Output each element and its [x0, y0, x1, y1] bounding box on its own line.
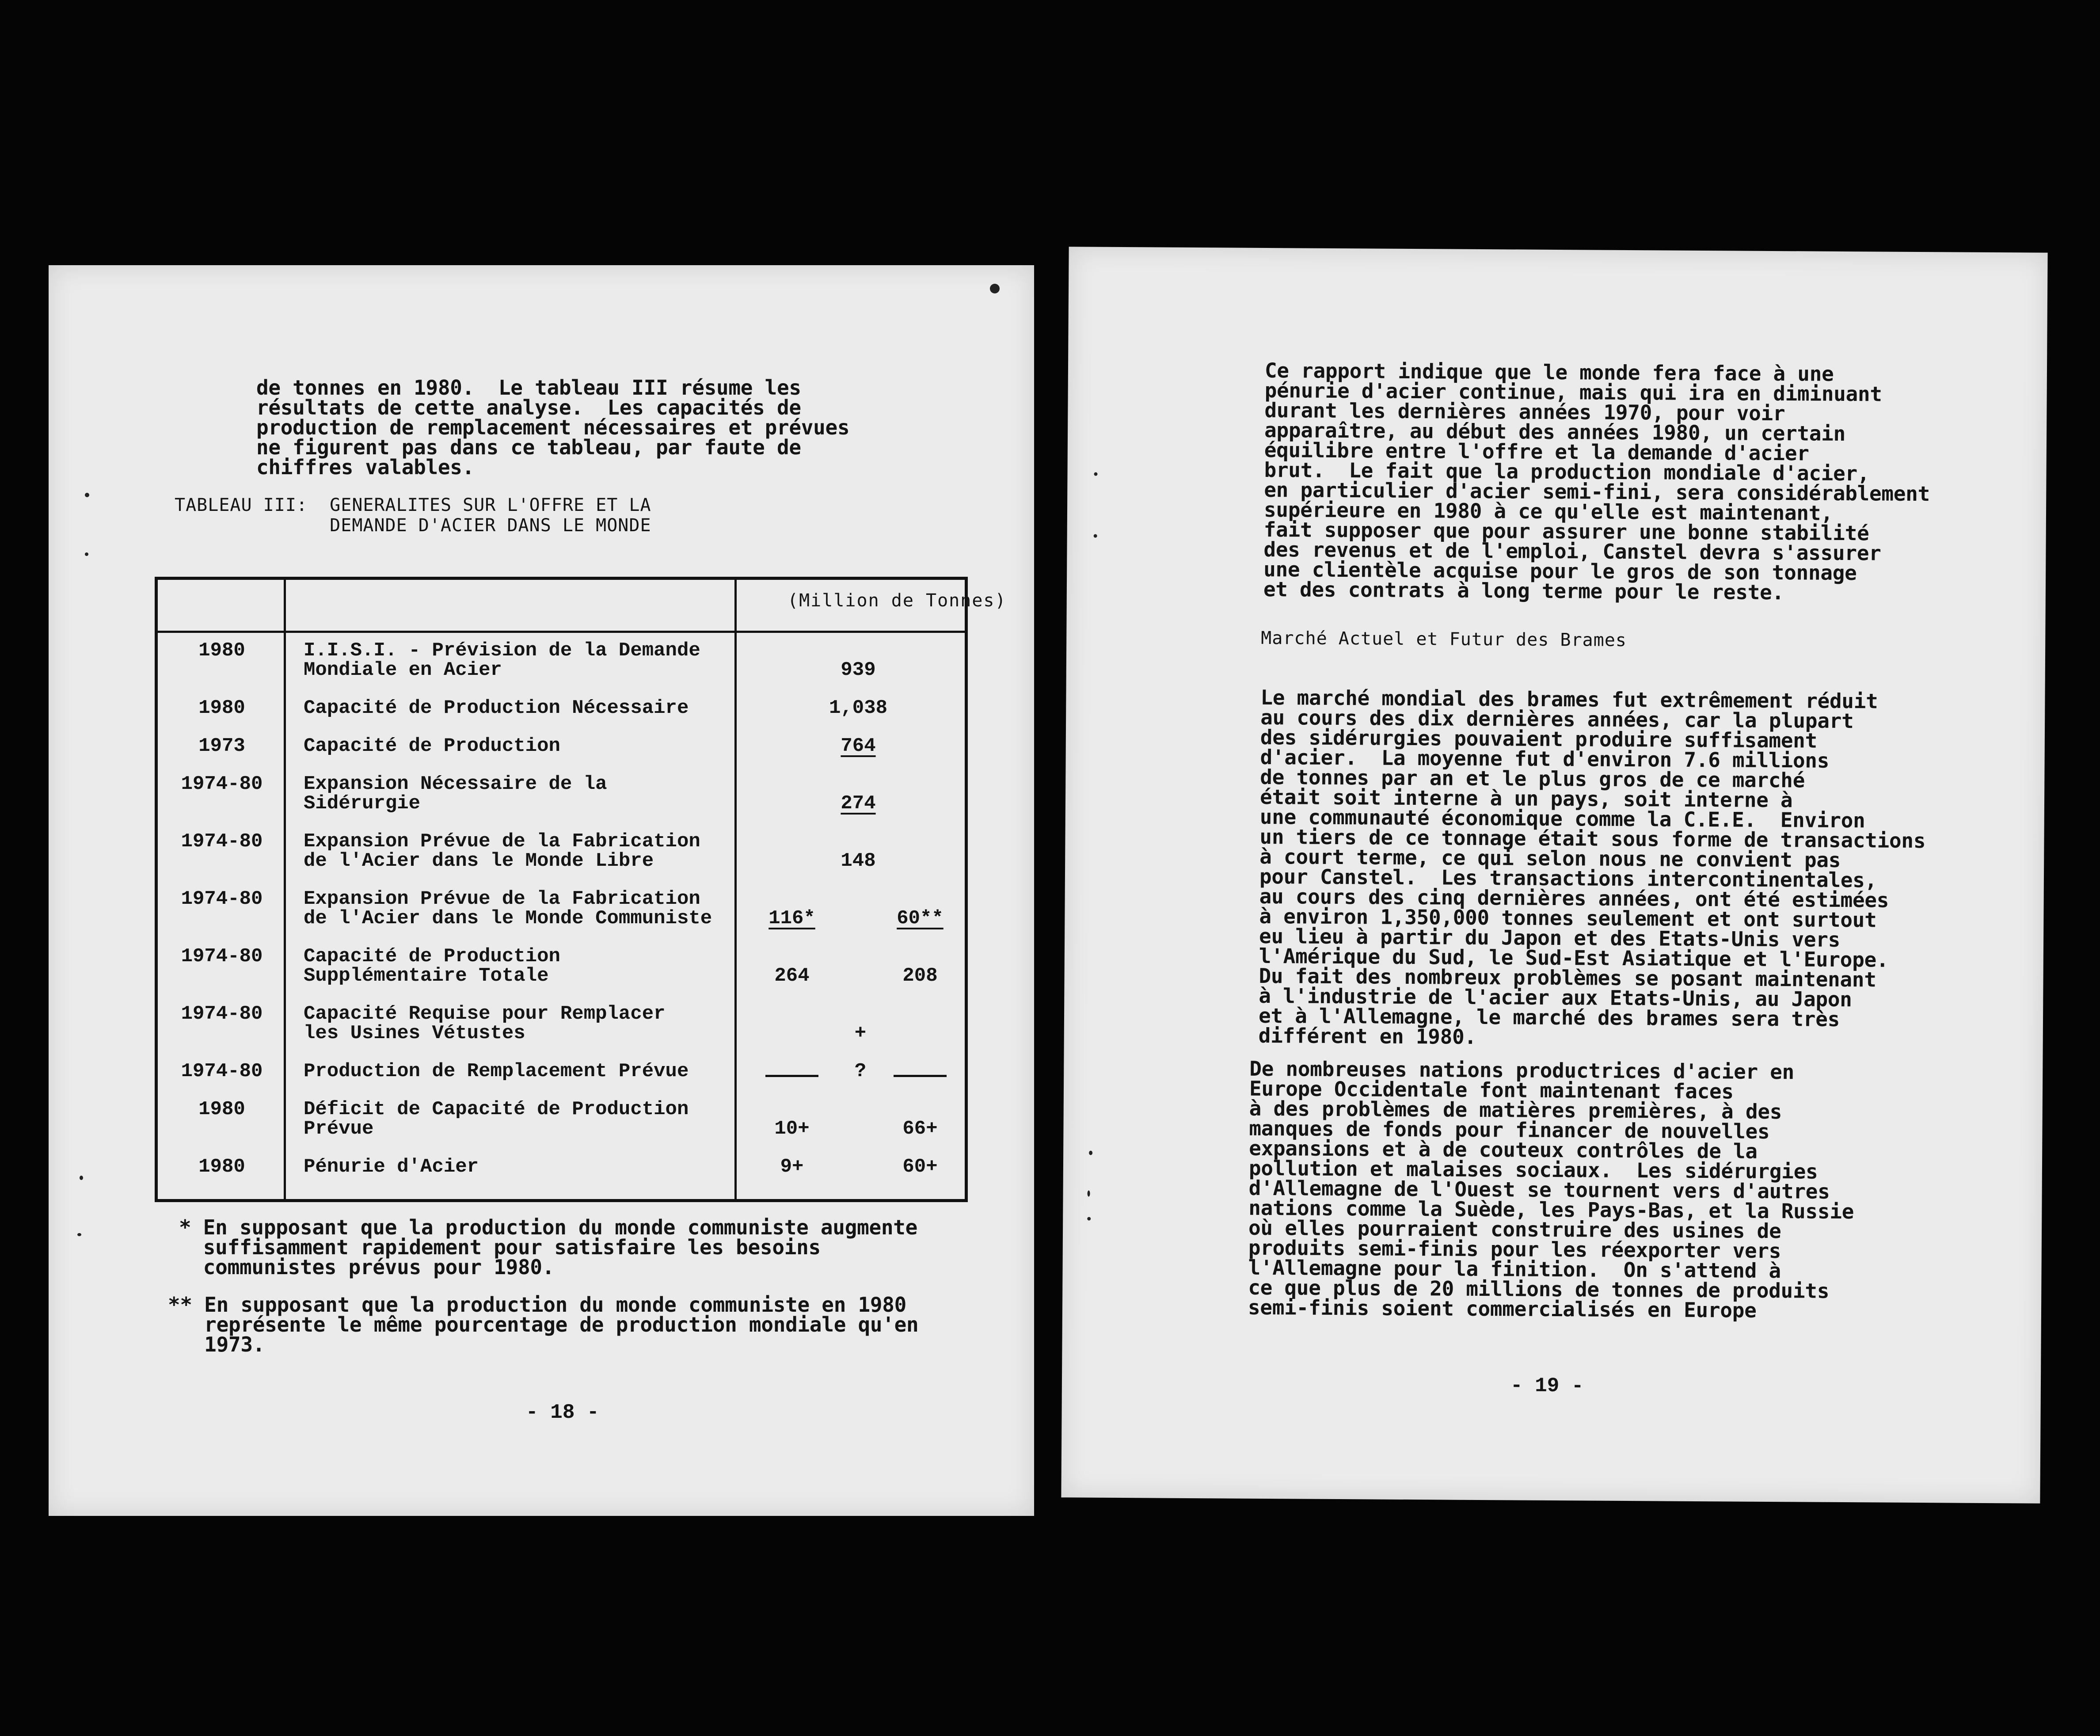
page-number: - 18 -: [526, 1401, 599, 1424]
speck: [990, 284, 1000, 293]
speck: [1094, 472, 1097, 476]
speck: [85, 552, 88, 556]
table-title: TABLEAU III: GENERALITES SUR L'OFFRE ET LA DEMANDE D'ACIER DANS LE MONDE: [175, 495, 651, 536]
footnote-2: ** En supposant que la production du monde communiste en 1980 représente le même pourcentage de production mondiale qu'en 1973.: [168, 1293, 919, 1356]
speck: [1094, 534, 1097, 538]
blank-dash: [765, 1075, 818, 1077]
supply-demand-table: (Million de Tonnes) 1980 I.I.S.I. - Prévision de la Demande Mondiale en Acier 939 1980 Capacité de Production Nécessaire 1,038 1973 Capacité de Production 764 1974-80 Expansion Nécessaire de la Sidérurgie 274 1974-80 Expansion Prévue de la Fabrication de l'Acier dans le Monde Libre 148 1974-80 Expansion Prévue de la Fabrication de l'Acier dans le Monde Communiste 116* 60** 1974-80 Capacité de Production Supplémentaire Totale 264 208 1974-80 Capacité Requise pour Remplacer les Usines Vétustes + 1974-80 Production de Remplacement Prévue ? 1980 Déficit de Capacité de Production Prévue 10+ 66+ 1980 Pénurie d'Acier 9+ 60+: [155, 577, 968, 1202]
footnote-1: * En supposant que la production du monde communiste augmente suffisamment rapidement pour satisfaire les besoins communistes prévus pour 1980.: [179, 1215, 918, 1279]
speck: [1087, 1217, 1091, 1221]
paragraph-2: Le marché mondial des brames fut extrêmement réduit au cours des dix dernières années, car la plupart des sidérurgies pouvaient produire suffisament d'acier. La moyenne fut d'environ 7.6 millions de tonnes par an et le plus gros de ce marché était soit interne à un pays, soit interne à une communauté économique comme la C.E.E. Environ un tiers de ce tonnage était sous forme de transactions à court terme, ce qui selon nous ne convient pas pour Canstel. Les transactions intercontinentales, au cours des cinq dernières années, ont été estimées à environ 1,350,000 tonnes seulement et ont surtout eu lieu à partir du Japon et des Etats-Unis vers l'Amérique du Sud, le Sud-Est Asiatique et l'Europe. Du fait des nombreux problèmes se posant maintenant à l'industrie de l'acier aux Etats-Unis, au Japon et à l'Allemagne, le marché des brames sera très différent en 1980.: [1258, 685, 1926, 1049]
section-heading: Marché Actuel et Futur des Brames: [1261, 628, 1627, 651]
speck: [80, 1176, 83, 1180]
paragraph-3: De nombreuses nations productrices d'acier en Europe Occidentale font maintenant faces à des problèmes de matières premières, à des manques de fonds pour financer de nouvelles expansions et à de couteux contrôles de la pollution et malaises sociaux. Les sidérurgies d'Allemagne de l'Ouest se tournent vers d'autres nations comme la Suède, les Pays-Bas, et la Russie où elles pourraient construire des usines de produits semi-finis pour les réexporter vers l'Allemagne pour la finition. On s'attend à ce que plus de 20 millions de tonnes de produits semi-finis soient commercialisés en Europe: [1248, 1056, 1854, 1322]
blank-dash: [894, 1075, 947, 1077]
intro-paragraph: de tonnes en 1980. Le tableau III résume les résultats de cette analyse. Les capacités de production de remplacement nécessaires et prévues ne figurent pas dans ce tableau, par faute de chiffres valables.: [256, 376, 850, 479]
right-page: [1061, 247, 2047, 1503]
paragraph-1: Ce rapport indique que le monde fera face à une pénurie d'acier continue, mais qui ira en diminuant durant les dernières années 1970, pour voir apparaître, au début des années 1980, un certain équilibre entre l'offre et la demande d'acier brut. Le fait que la production mondiale d'acier, en particulier d'acier semi-fini, sera considérablement supérieure en 1980 à ce qu'elle est maintenant, fait supposer que pour assurer une bonne stabilité des revenus et de l'emploi, Canstel devra s'assurer une clientèle acquise pour le gros de son tonnage et des contrats à long terme pour le reste.: [1263, 358, 1930, 605]
speck: [77, 1233, 81, 1236]
speck: [85, 493, 89, 497]
left-page: [49, 265, 1034, 1516]
speck: [1089, 1151, 1092, 1155]
page-number: - 19 -: [1510, 1374, 1584, 1398]
speck: [1088, 1191, 1090, 1197]
unit-header: (Million de Tonnes): [788, 590, 1007, 611]
